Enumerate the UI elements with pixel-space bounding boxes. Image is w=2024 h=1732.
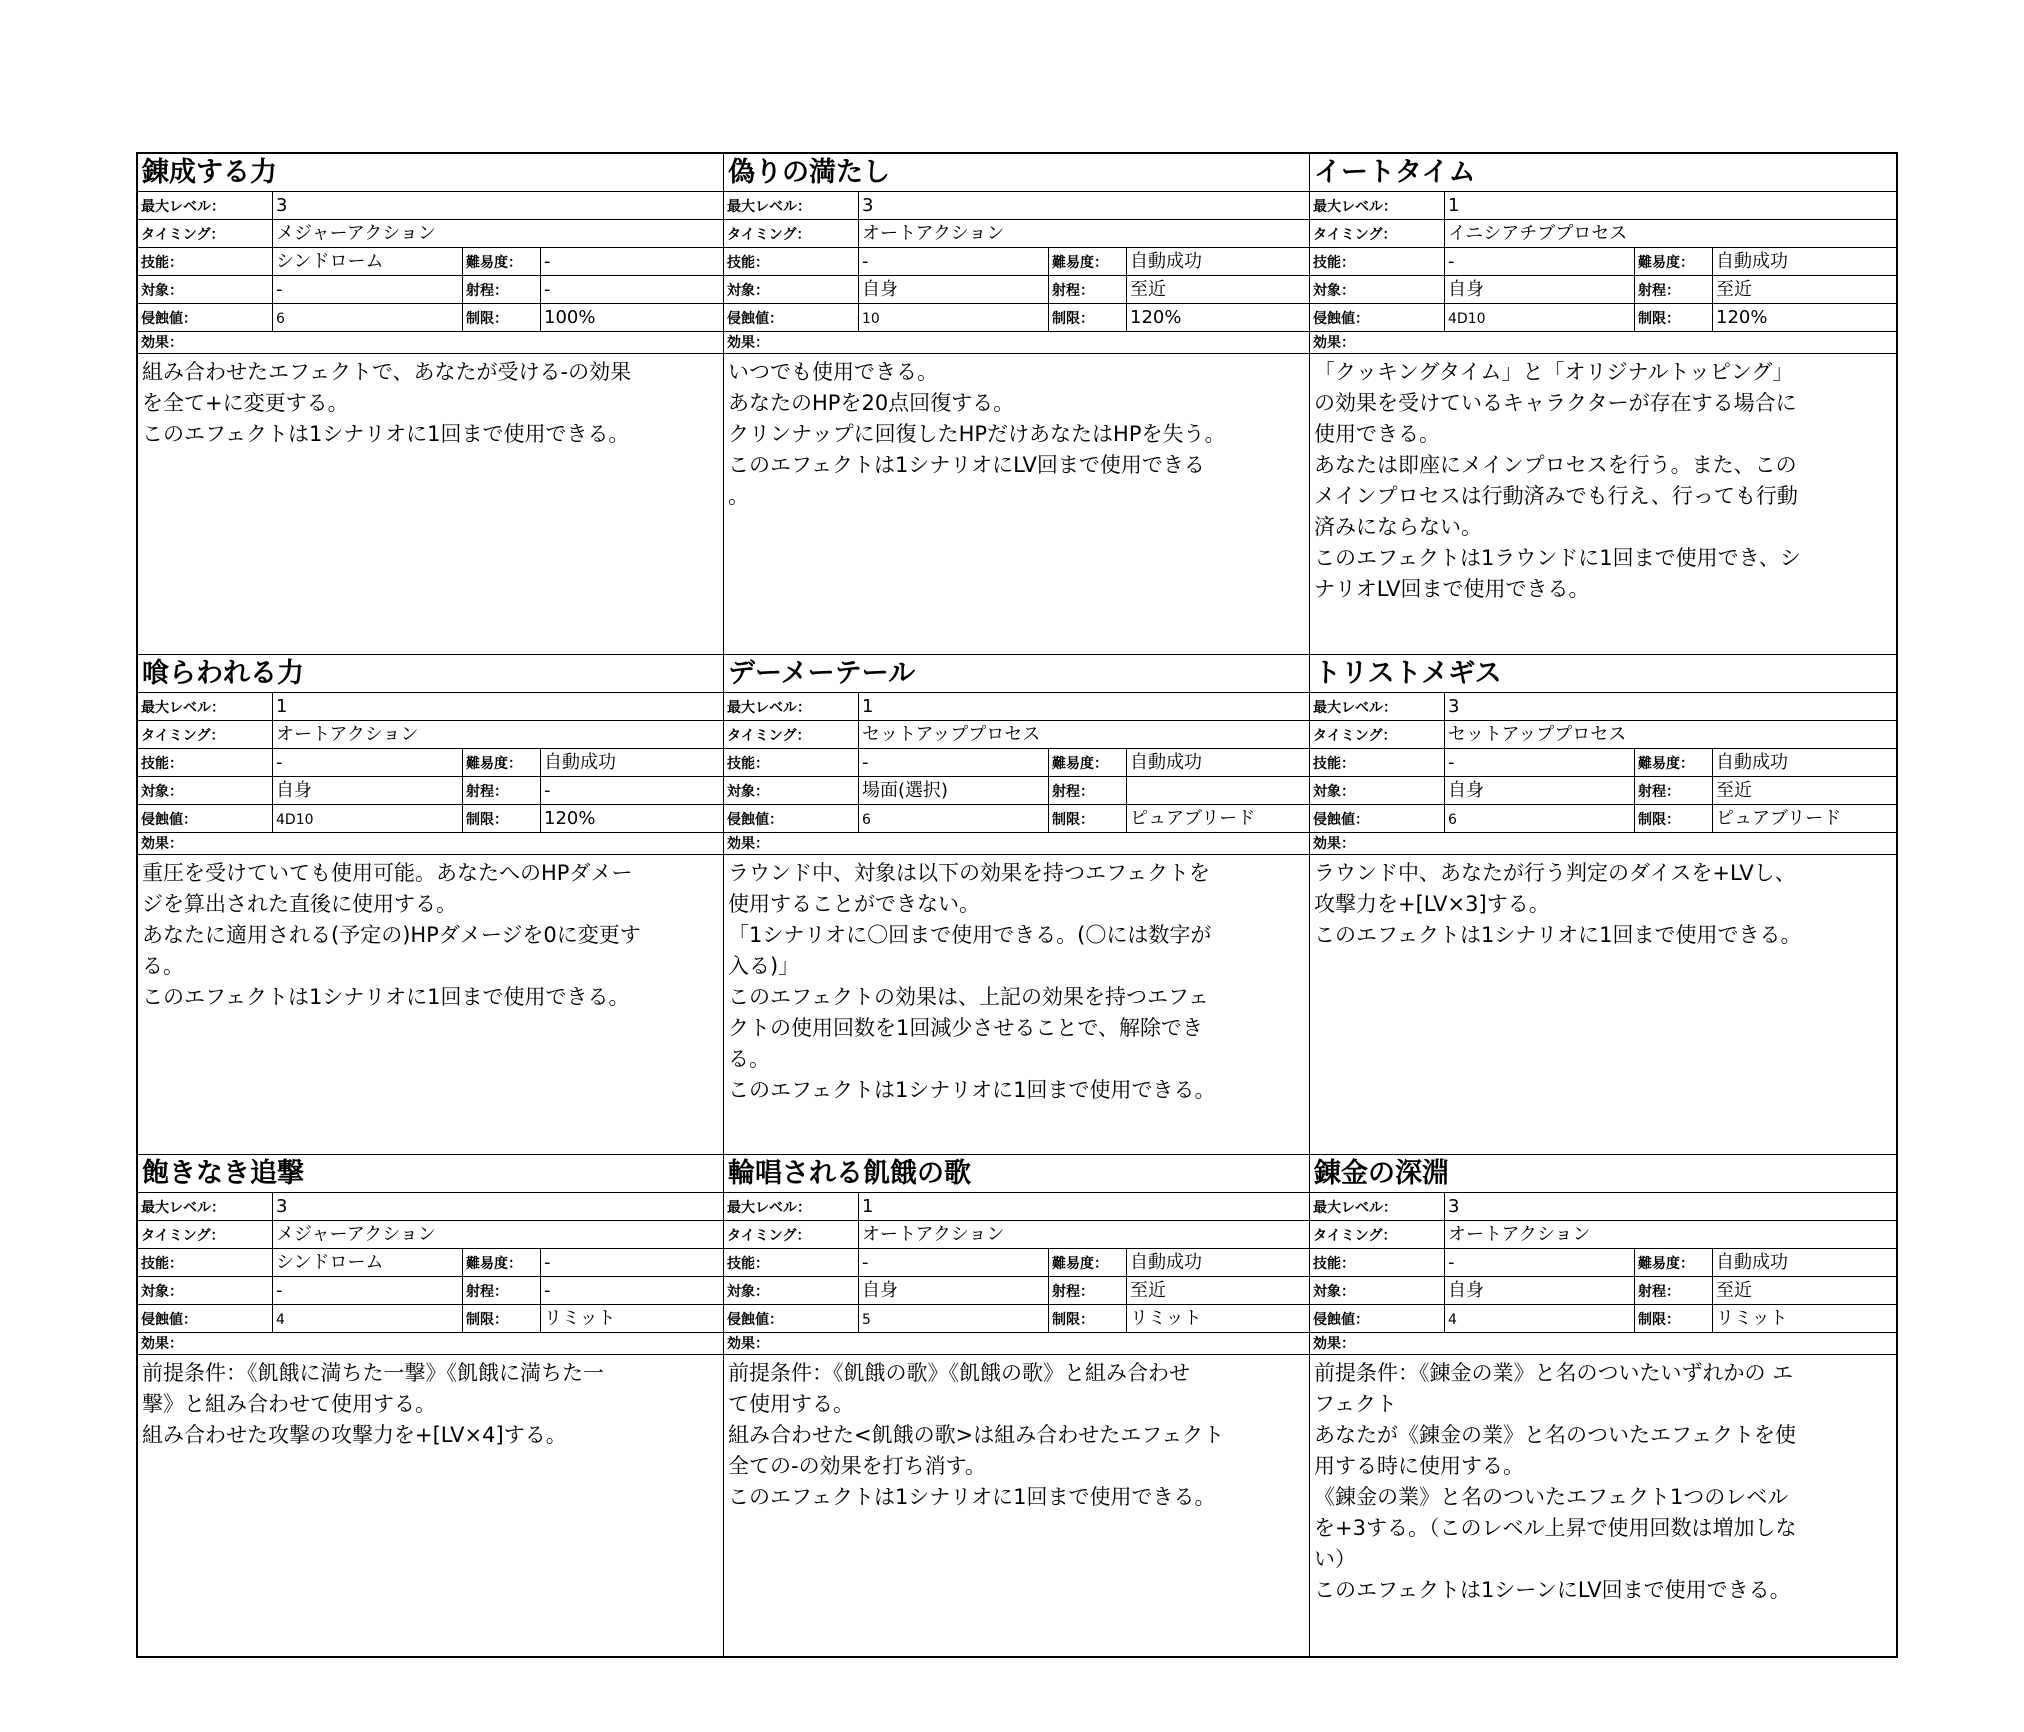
effect-line: あなたのHPを20点回復する。 xyxy=(728,391,1015,415)
effect-card xyxy=(1310,1155,1896,1656)
effect-line: このエフェクトの効果は、上記の効果を持つエフェ xyxy=(728,984,1209,1009)
effect-label: 効果： xyxy=(724,1333,1309,1355)
effect-line: い） xyxy=(1314,1547,1356,1572)
erosion-label: 侵蝕値： xyxy=(1313,1312,1369,1329)
timing-value: メジャーアクション xyxy=(272,220,723,247)
effect-line: このエフェクトは1ラウンドに1回まで使用でき、シ xyxy=(1314,546,1801,570)
skill-value: - xyxy=(858,248,1048,275)
effect-line: このエフェクトは1シナリオに1回まで使用できる。 xyxy=(142,984,630,1009)
difficulty-label: 難易度： xyxy=(462,1249,540,1276)
difficulty-value: 自動成功 xyxy=(1712,749,1896,776)
target-label: 対象： xyxy=(141,783,183,800)
effect-description xyxy=(724,354,1309,654)
target-value: 自身 xyxy=(858,276,1048,303)
range-value: 至近 xyxy=(1712,777,1896,804)
effect-line: 「クッキングタイム」と「オリジナルトッピング」 xyxy=(1314,360,1794,384)
max-level-row xyxy=(1310,1193,1896,1221)
skill-value: シンドローム xyxy=(272,1249,462,1276)
target-row xyxy=(1310,777,1896,805)
erosion-label: 侵蝕値： xyxy=(141,311,197,327)
effect-card xyxy=(138,154,724,655)
difficulty-label: 難易度： xyxy=(462,749,540,776)
effect-line: を+3する。（このレベル上昇で使用回数は増加しな xyxy=(1314,1516,1797,1541)
target-value: 場面(選択) xyxy=(858,777,1048,804)
card-title: 錬成する力 xyxy=(138,154,723,192)
effect-line: ナリオLV回まで使用できる。 xyxy=(1314,577,1590,601)
limit-value: リミット xyxy=(540,1305,723,1332)
range-value: - xyxy=(540,1277,723,1304)
skill-label: 技能： xyxy=(141,1256,183,1273)
effect-line: 用する時に使用する。 xyxy=(1314,1454,1524,1479)
card-title: 喰らわれる力 xyxy=(138,655,723,693)
target-label: 対象： xyxy=(727,283,769,299)
range-value xyxy=(1126,777,1309,804)
effect-description xyxy=(138,855,723,1155)
effect-label: 効果： xyxy=(1310,1333,1896,1355)
skill-value: - xyxy=(858,749,1048,776)
max-level-value: 3 xyxy=(858,192,1309,219)
effect-label: 効果： xyxy=(724,332,1309,354)
limit-value: 120% xyxy=(1712,304,1896,331)
skill-label: 技能： xyxy=(141,255,183,271)
timing-row xyxy=(1310,220,1896,248)
range-label: 射程： xyxy=(1634,276,1712,303)
effect-line: を全て+に変更する。 xyxy=(142,391,349,415)
max-level-row xyxy=(724,192,1309,220)
effect-label: 効果： xyxy=(138,1333,723,1355)
difficulty-label: 難易度： xyxy=(1048,749,1126,776)
erosion-value: 4 xyxy=(1444,1305,1634,1332)
timing-label: タイミング： xyxy=(141,227,225,243)
effect-line: ジを算出された直後に使用する。 xyxy=(142,891,457,916)
effect-description xyxy=(1310,1355,1896,1656)
erosion-label: 侵蝕値： xyxy=(727,311,783,327)
effect-line: 攻撃力を+[LV×3]する。 xyxy=(1314,891,1550,916)
effect-line: 全ての-の効果を打ち消す。 xyxy=(728,1454,986,1479)
target-row xyxy=(138,777,723,805)
limit-value: ピュアブリード xyxy=(1712,805,1896,832)
limit-label: 制限： xyxy=(462,304,540,331)
target-row xyxy=(1310,276,1896,304)
timing-value: イニシアチブプロセス xyxy=(1444,220,1896,247)
effect-line: このエフェクトは1シナリオに1回まで使用できる。 xyxy=(728,1485,1216,1510)
effect-card xyxy=(138,655,724,1156)
erosion-row xyxy=(1310,1305,1896,1333)
erosion-label: 侵蝕値： xyxy=(141,811,197,828)
skill-row xyxy=(138,248,723,276)
effect-line: クリンナップに回復したHPだけあなたはHPを失う。 xyxy=(728,422,1226,446)
limit-label: 制限： xyxy=(1634,1305,1712,1332)
effect-card xyxy=(724,154,1310,655)
timing-value: セットアッププロセス xyxy=(858,721,1309,748)
effect-line: ラウンド中、あなたが行う判定のダイスを+LVし、 xyxy=(1314,860,1796,885)
target-row xyxy=(138,276,723,304)
target-value: - xyxy=(272,1277,462,1304)
effect-line: いつでも使用できる。 xyxy=(728,360,938,384)
timing-value: オートアクション xyxy=(858,1221,1309,1248)
range-label: 射程： xyxy=(1634,1277,1712,1304)
difficulty-value: 自動成功 xyxy=(1126,248,1309,275)
effect-line: あなたは即座にメインプロセスを行う。また、この xyxy=(1314,453,1797,477)
effect-line: メインプロセスは行動済みでも行え、行っても行動 xyxy=(1314,484,1798,508)
effect-line: 使用することができない。 xyxy=(728,891,980,916)
range-label: 射程： xyxy=(462,276,540,303)
target-label: 対象： xyxy=(141,1284,183,1301)
effect-description xyxy=(1310,855,1896,1155)
erosion-value: 4D10 xyxy=(272,805,462,832)
effect-card xyxy=(724,1155,1310,1656)
target-row xyxy=(1310,1277,1896,1305)
erosion-value: 10 xyxy=(858,304,1048,331)
effect-line: 「1シナリオに〇回まで使用できる。(〇には数字が xyxy=(728,922,1212,947)
skill-label: 技能： xyxy=(727,255,769,271)
effect-line: 済みにならない。 xyxy=(1314,515,1482,539)
target-label: 対象： xyxy=(1313,1284,1355,1301)
skill-value: - xyxy=(272,749,462,776)
timing-label: タイミング： xyxy=(727,1228,811,1245)
limit-label: 制限： xyxy=(1048,1305,1126,1332)
difficulty-label: 難易度： xyxy=(1634,749,1712,776)
target-value: 自身 xyxy=(1444,276,1634,303)
max-level-label: 最大レベル： xyxy=(1313,1200,1397,1217)
skill-row xyxy=(1310,1249,1896,1277)
skill-label: 技能： xyxy=(727,1256,769,1273)
target-label: 対象： xyxy=(727,1284,769,1301)
erosion-value: 6 xyxy=(858,805,1048,832)
timing-row xyxy=(138,220,723,248)
skill-label: 技能： xyxy=(141,755,183,772)
skill-row xyxy=(1310,248,1896,276)
erosion-label: 侵蝕値： xyxy=(1313,811,1369,828)
erosion-value: 5 xyxy=(858,1305,1048,1332)
limit-value: 100% xyxy=(540,304,723,331)
difficulty-value: 自動成功 xyxy=(1126,1249,1309,1276)
limit-value: 120% xyxy=(540,805,723,832)
erosion-label: 侵蝕値： xyxy=(727,1312,783,1329)
effect-label: 効果： xyxy=(138,833,723,855)
limit-label: 制限： xyxy=(1634,304,1712,331)
target-label: 対象： xyxy=(727,783,769,800)
max-level-value: 3 xyxy=(272,1193,723,1220)
difficulty-value: - xyxy=(540,248,723,275)
max-level-value: 1 xyxy=(272,693,723,720)
max-level-label: 最大レベル： xyxy=(141,699,225,716)
difficulty-value: - xyxy=(540,1249,723,1276)
limit-label: 制限： xyxy=(1048,805,1126,832)
skill-value: - xyxy=(858,1249,1048,1276)
erosion-row xyxy=(724,304,1309,332)
difficulty-label: 難易度： xyxy=(1048,1249,1126,1276)
range-label: 射程： xyxy=(1048,1277,1126,1304)
target-value: - xyxy=(272,276,462,303)
effect-line: 使用できる。 xyxy=(1314,422,1440,446)
effect-line: 重圧を受けていても使用可能。あなたへのHPダメー xyxy=(142,860,633,885)
limit-label: 制限： xyxy=(462,805,540,832)
range-value: 至近 xyxy=(1126,1277,1309,1304)
effect-line: る。 xyxy=(728,1046,770,1071)
difficulty-label: 難易度： xyxy=(1048,248,1126,275)
skill-value: - xyxy=(1444,1249,1634,1276)
timing-row xyxy=(724,220,1309,248)
skill-label: 技能： xyxy=(1313,255,1355,271)
timing-label: タイミング： xyxy=(727,227,811,243)
max-level-row xyxy=(1310,192,1896,220)
max-level-row xyxy=(724,1193,1309,1221)
target-label: 対象： xyxy=(141,283,183,299)
max-level-label: 最大レベル： xyxy=(727,699,811,716)
card-title: イートタイム xyxy=(1310,154,1896,192)
skill-label: 技能： xyxy=(727,755,769,772)
effect-label: 効果： xyxy=(138,332,723,354)
effect-label: 効果： xyxy=(1310,332,1896,354)
target-row xyxy=(724,1277,1309,1305)
skill-row xyxy=(724,248,1309,276)
timing-row xyxy=(724,1221,1309,1249)
effect-description xyxy=(138,354,723,654)
timing-label: タイミング： xyxy=(1313,1228,1397,1245)
range-value: - xyxy=(540,276,723,303)
erosion-row xyxy=(1310,805,1896,833)
effect-card xyxy=(1310,154,1896,655)
erosion-label: 侵蝕値： xyxy=(141,1312,197,1329)
max-level-row xyxy=(724,693,1309,721)
limit-label: 制限： xyxy=(1634,805,1712,832)
timing-row xyxy=(138,721,723,749)
effect-card xyxy=(138,1155,724,1656)
effect-line: クトの使用回数を1回減少させることで、解除でき xyxy=(728,1015,1203,1040)
timing-value: オートアクション xyxy=(272,721,723,748)
effect-line: このエフェクトは1シナリオに1回まで使用できる。 xyxy=(728,1077,1216,1102)
effect-card xyxy=(1310,655,1896,1156)
target-label: 対象： xyxy=(1313,783,1355,800)
erosion-value: 4 xyxy=(272,1305,462,1332)
max-level-value: 1 xyxy=(858,1193,1309,1220)
difficulty-label: 難易度： xyxy=(1634,1249,1712,1276)
erosion-label: 侵蝕値： xyxy=(1313,311,1369,327)
max-level-label: 最大レベル： xyxy=(141,199,225,215)
limit-value: ピュアブリード xyxy=(1126,805,1309,832)
skill-value: シンドローム xyxy=(272,248,462,275)
timing-label: タイミング： xyxy=(1313,227,1397,243)
skill-row xyxy=(724,1249,1309,1277)
difficulty-value: 自動成功 xyxy=(1712,248,1896,275)
skill-label: 技能： xyxy=(1313,755,1355,772)
card-title: 輪唱される飢餓の歌 xyxy=(724,1155,1309,1193)
effect-line: ラウンド中、対象は以下の効果を持つエフェクトを xyxy=(728,860,1210,885)
max-level-value: 3 xyxy=(1444,693,1896,720)
limit-label: 制限： xyxy=(462,1305,540,1332)
erosion-value: 6 xyxy=(1444,805,1634,832)
range-label: 射程： xyxy=(462,777,540,804)
effect-line: 組み合わせた<飢餓の歌>は組み合わせたエフェクト xyxy=(728,1423,1225,1448)
timing-label: タイミング： xyxy=(1313,727,1397,744)
effect-line: の効果を受けているキャラクターが存在する場合に xyxy=(1314,391,1797,415)
erosion-value: 4D10 xyxy=(1444,304,1634,331)
effect-line: る。 xyxy=(142,953,184,978)
target-label: 対象： xyxy=(1313,283,1355,299)
skill-value: - xyxy=(1444,749,1634,776)
target-row xyxy=(138,1277,723,1305)
max-level-row xyxy=(138,192,723,220)
limit-label: 制限： xyxy=(1048,304,1126,331)
card-title: 飽きなき追撃 xyxy=(138,1155,723,1193)
target-value: 自身 xyxy=(1444,1277,1634,1304)
skill-row xyxy=(138,749,723,777)
erosion-row xyxy=(724,805,1309,833)
skill-label: 技能： xyxy=(1313,1256,1355,1273)
max-level-value: 3 xyxy=(272,192,723,219)
max-level-label: 最大レベル： xyxy=(1313,699,1397,716)
difficulty-label: 難易度： xyxy=(1634,248,1712,275)
effect-line: 組み合わせたエフェクトで、あなたが受ける-の効果 xyxy=(142,360,632,384)
skill-row xyxy=(138,1249,723,1277)
max-level-row xyxy=(1310,693,1896,721)
timing-row xyxy=(1310,1221,1896,1249)
effect-line: 前提条件：《飢餓に満ちた一撃》《飢餓に満ちた一 xyxy=(142,1361,604,1386)
effect-line: 。 xyxy=(728,484,749,508)
range-label: 射程： xyxy=(1048,777,1126,804)
effect-line: このエフェクトは1シナリオに1回まで使用できる。 xyxy=(142,422,630,446)
difficulty-value: 自動成功 xyxy=(540,749,723,776)
effect-line: あなたに適用される(予定の)HPダメージを0に変更す xyxy=(142,922,641,947)
skill-row xyxy=(1310,749,1896,777)
effect-description xyxy=(724,1355,1309,1656)
timing-row xyxy=(1310,721,1896,749)
effect-line: このエフェクトは1シナリオに1回まで使用できる。 xyxy=(1314,922,1802,947)
target-value: 自身 xyxy=(858,1277,1048,1304)
timing-label: タイミング： xyxy=(141,1228,225,1245)
limit-value: リミット xyxy=(1126,1305,1309,1332)
target-row xyxy=(724,276,1309,304)
effect-label: 効果： xyxy=(1310,833,1896,855)
max-level-value: 1 xyxy=(1444,192,1896,219)
erosion-row xyxy=(1310,304,1896,332)
effect-line: このエフェクトは1シナリオにLV回まで使用できる xyxy=(728,453,1205,477)
timing-value: メジャーアクション xyxy=(272,1221,723,1248)
timing-value: セットアッププロセス xyxy=(1444,721,1896,748)
effect-description xyxy=(724,855,1309,1155)
card-title: トリストメギス xyxy=(1310,655,1896,693)
card-title: 錬金の深淵 xyxy=(1310,1155,1896,1193)
max-level-label: 最大レベル： xyxy=(1313,199,1397,215)
range-value: 至近 xyxy=(1712,276,1896,303)
erosion-label: 侵蝕値： xyxy=(727,811,783,828)
effect-line: 《錬金の業》と名のついたエフェクト1つのレベル xyxy=(1314,1485,1789,1510)
timing-row xyxy=(138,1221,723,1249)
effect-line: 入る)」 xyxy=(728,953,800,978)
max-level-label: 最大レベル： xyxy=(141,1200,225,1217)
target-value: 自身 xyxy=(272,777,462,804)
effect-line: 前提条件：《飢餓の歌》《飢餓の歌》と組み合わせ xyxy=(728,1361,1190,1386)
effect-line: フェクト xyxy=(1314,1392,1397,1417)
max-level-label: 最大レベル： xyxy=(727,199,811,215)
effect-line: 前提条件：《錬金の業》と名のついたいずれかの エ xyxy=(1314,1361,1794,1386)
erosion-row xyxy=(138,805,723,833)
difficulty-label: 難易度： xyxy=(462,248,540,275)
timing-label: タイミング： xyxy=(141,727,225,744)
difficulty-value: 自動成功 xyxy=(1126,749,1309,776)
timing-value: オートアクション xyxy=(1444,1221,1896,1248)
effect-line: このエフェクトは1シーンにLV回まで使用できる。 xyxy=(1314,1578,1791,1603)
effect-description xyxy=(1310,354,1896,654)
range-label: 射程： xyxy=(1048,276,1126,303)
effect-card xyxy=(724,655,1310,1156)
difficulty-value: 自動成功 xyxy=(1712,1249,1896,1276)
card-title: デーメーテール xyxy=(724,655,1309,693)
effect-sheet xyxy=(136,152,1898,1658)
effect-line: 組み合わせた攻撃の攻撃力を+[LV×4]する。 xyxy=(142,1423,567,1448)
timing-row xyxy=(724,721,1309,749)
max-level-value: 1 xyxy=(858,693,1309,720)
card-title: 偽りの満たし xyxy=(724,154,1309,192)
effect-label: 効果： xyxy=(724,833,1309,855)
erosion-row xyxy=(138,304,723,332)
skill-row xyxy=(724,749,1309,777)
erosion-row xyxy=(138,1305,723,1333)
range-value: - xyxy=(540,777,723,804)
range-label: 射程： xyxy=(462,1277,540,1304)
effect-line: あなたが《錬金の業》と名のついたエフェクトを使 xyxy=(1314,1423,1796,1448)
target-value: 自身 xyxy=(1444,777,1634,804)
effect-description xyxy=(138,1355,723,1656)
max-level-row xyxy=(138,693,723,721)
effect-line: 撃》と組み合わせて使用する。 xyxy=(142,1392,436,1417)
timing-value: オートアクション xyxy=(858,220,1309,247)
effect-line: て使用する。 xyxy=(728,1392,854,1417)
range-value: 至近 xyxy=(1712,1277,1896,1304)
range-value: 至近 xyxy=(1126,276,1309,303)
limit-value: 120% xyxy=(1126,304,1309,331)
range-label: 射程： xyxy=(1634,777,1712,804)
max-level-row xyxy=(138,1193,723,1221)
limit-value: リミット xyxy=(1712,1305,1896,1332)
max-level-label: 最大レベル： xyxy=(727,1200,811,1217)
erosion-value: 6 xyxy=(272,304,462,331)
skill-value: - xyxy=(1444,248,1634,275)
max-level-value: 3 xyxy=(1444,1193,1896,1220)
target-row xyxy=(724,777,1309,805)
erosion-row xyxy=(724,1305,1309,1333)
timing-label: タイミング： xyxy=(727,727,811,744)
